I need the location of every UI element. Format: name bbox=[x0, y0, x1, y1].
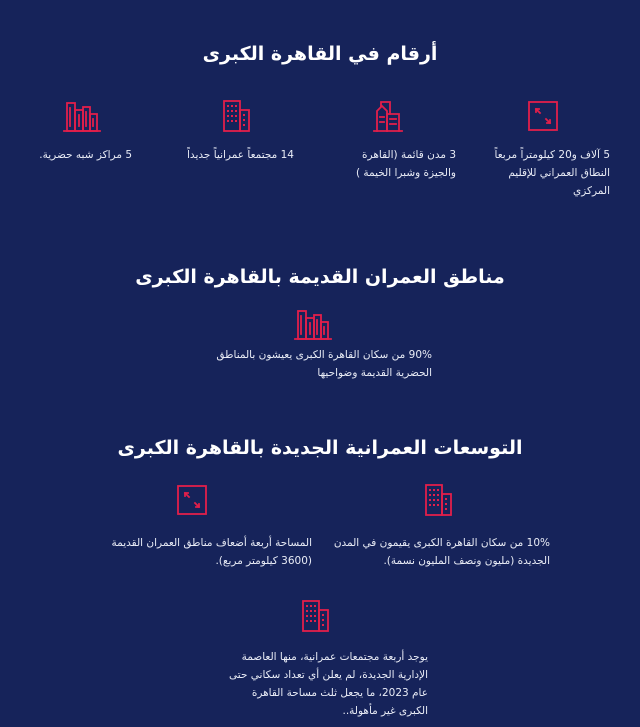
stat-semi-urban-centers bbox=[30, 98, 132, 168]
office-building-icon bbox=[418, 482, 458, 518]
stat-urban-area bbox=[486, 98, 610, 208]
stat-uninhabited-communities-text: يوجد أربعة مجتمعات عمرانية، منها العاصمة الإدارية الجديدة، لم يعلن أي تعداد سكاني حتى عام 2023، ما يجعل ثلث مساحة القاهرة الكبرى غير مأهولة.. bbox=[229, 651, 428, 717]
expand-area-icon bbox=[172, 482, 212, 518]
stat-new-area-size bbox=[80, 482, 312, 572]
stat-new-communities bbox=[174, 98, 294, 168]
stat-uninhabited-communities bbox=[198, 598, 428, 722]
city-skyline-icon bbox=[62, 98, 102, 134]
city-skyline-icon bbox=[293, 306, 333, 342]
section-title-new-expansion: التوسعات العمرانية الجديدة بالقاهرة الكبرى bbox=[117, 437, 523, 459]
stat-new-cities-population bbox=[322, 482, 550, 572]
expand-area-icon bbox=[523, 98, 563, 134]
section-title-figures: أرقام في القاهرة الكبرى bbox=[202, 43, 438, 65]
office-building-icon bbox=[216, 98, 256, 134]
stat-new-area-size-text: المساحة أربعة أضعاف مناطق العمران القديمة (3600 كيلومتر مربع). bbox=[111, 537, 312, 567]
old-buildings-icon bbox=[368, 98, 408, 134]
stat-new-cities-population-text: 10% من سكان القاهرة الكبرى يقيمون في المدن الجديدة (مليون ونصف المليون نسمة). bbox=[333, 537, 550, 567]
stat-old-urban-population bbox=[196, 306, 432, 386]
stat-semi-urban-centers-text: 5 مراكز شبه حضرية. bbox=[39, 149, 132, 161]
stat-old-urban-population-text: 90% من سكان القاهرة الكبرى يعيشون بالمناطق الحضرية القديمة وضواحيها bbox=[216, 349, 432, 379]
office-building-icon bbox=[295, 598, 335, 634]
stat-urban-area-text: 5 آلاف و20 كيلومتراً مربعاً النطاق العمراني للإقليم المركزي bbox=[494, 149, 610, 197]
stat-existing-cities-text: 3 مدن قائمة (القاهرة والجيزة وشبرا الخيمة ) bbox=[355, 149, 456, 179]
stat-existing-cities bbox=[344, 98, 456, 188]
stat-new-communities-text: 14 مجتمعاً عمرانياً جديداً bbox=[187, 149, 294, 161]
section-title-old-urban: مناطق العمران القديمة بالقاهرة الكبرى bbox=[135, 266, 505, 288]
